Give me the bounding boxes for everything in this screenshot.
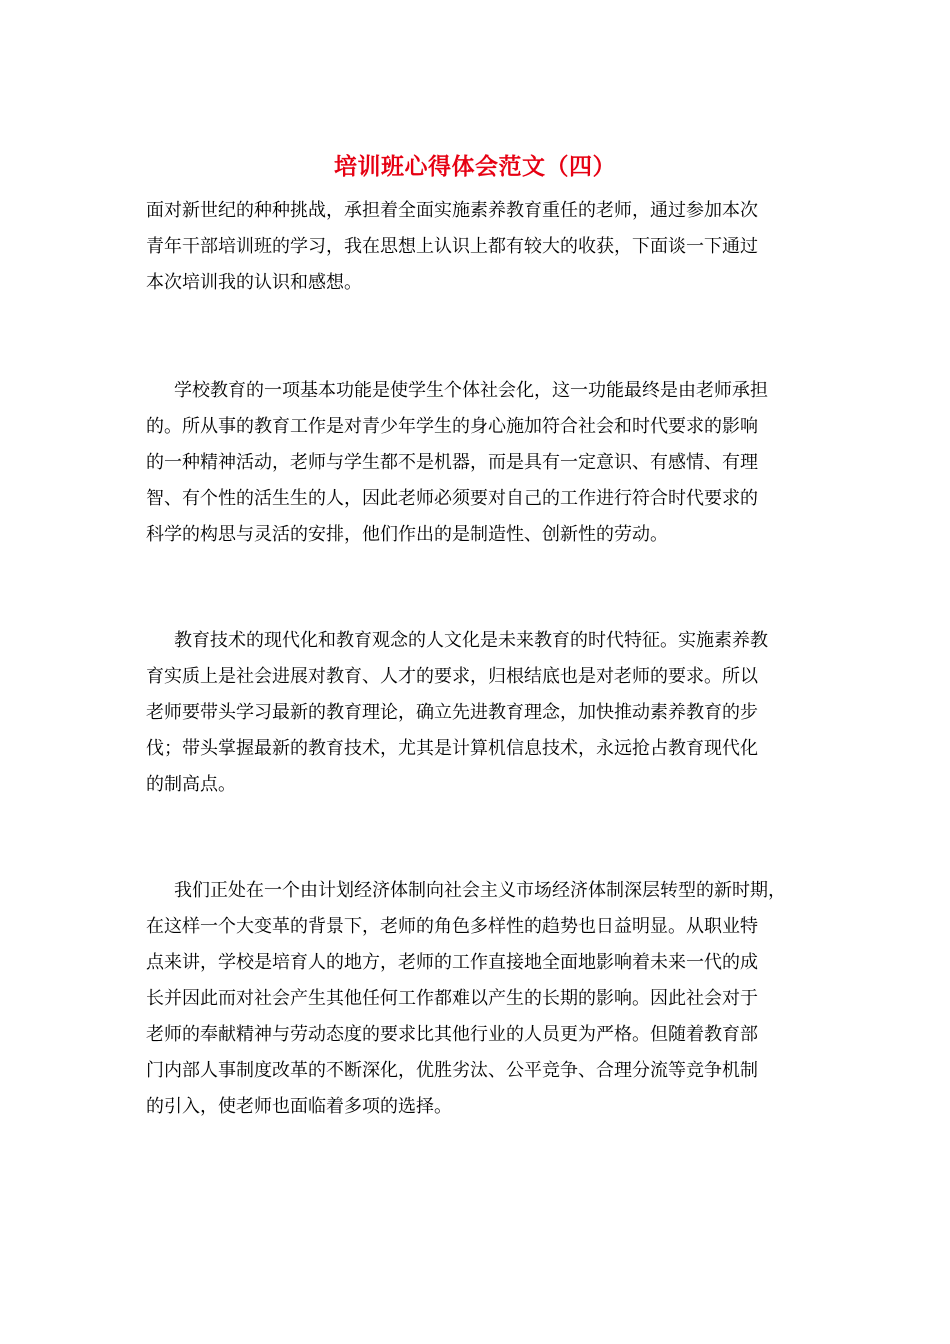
paragraph-line: 的。所从事的教育工作是对青少年学生的身心施加符合社会和时代要求的影响 <box>146 416 758 437</box>
paragraph-line: 的引入，使老师也面临着多项的选择。 <box>146 1096 452 1117</box>
paragraph-line: 科学的构思与灵活的安排，他们作出的是制造性、创新性的劳动。 <box>146 524 668 545</box>
paragraph-line: 的一种精神活动，老师与学生都不是机器，而是具有一定意识、有感情、有理 <box>146 452 758 473</box>
document-title: 培训班心得体会范文（四） <box>334 153 616 180</box>
paragraph-line: 伐；带头掌握最新的教育技术，尤其是计算机信息技术，永远抢占教育现代化 <box>146 738 758 759</box>
paragraph-line: 门内部人事制度改革的不断深化，优胜劣汰、公平竞争、合理分流等竞争机制 <box>146 1060 758 1081</box>
paragraph-line: 老师的奉献精神与劳动态度的要求比其他行业的人员更为严格。但随着教育部 <box>146 1024 758 1045</box>
paragraph-line: 教育技术的现代化和教育观念的人文化是未来教育的时代特征。实施素养教 <box>174 630 768 651</box>
paragraph-line: 智、有个性的活生生的人，因此老师必须要对自己的工作进行符合时代要求的 <box>146 488 758 509</box>
paragraph-line: 育实质上是社会进展对教育、人才的要求，归根结底也是对老师的要求。所以 <box>146 666 758 687</box>
paragraph-line: 我们正处在一个由计划经济体制向社会主义市场经济体制深层转型的新时期， <box>174 880 786 901</box>
paragraph-line: 的制高点。 <box>146 774 236 795</box>
paragraph-line: 青年干部培训班的学习，我在思想上认识上都有较大的收获，下面谈一下通过 <box>146 236 758 257</box>
paragraph-line: 点来讲，学校是培育人的地方，老师的工作直接地全面地影响着未来一代的成 <box>146 952 758 973</box>
paragraph-line: 学校教育的一项基本功能是使学生个体社会化，这一功能最终是由老师承担 <box>174 380 768 401</box>
paragraph-line: 长并因此而对社会产生其他任何工作都难以产生的长期的影响。因此社会对于 <box>146 988 758 1009</box>
paragraph-line: 面对新世纪的种种挑战，承担着全面实施素养教育重任的老师，通过参加本次 <box>146 200 758 221</box>
paragraph-line: 老师要带头学习最新的教育理论，确立先进教育理念，加快推动素养教育的步 <box>146 702 758 723</box>
paragraph-line: 在这样一个大变革的背景下，老师的角色多样性的趋势也日益明显。从职业特 <box>146 916 758 937</box>
paragraph-line: 本次培训我的认识和感想。 <box>146 272 362 293</box>
